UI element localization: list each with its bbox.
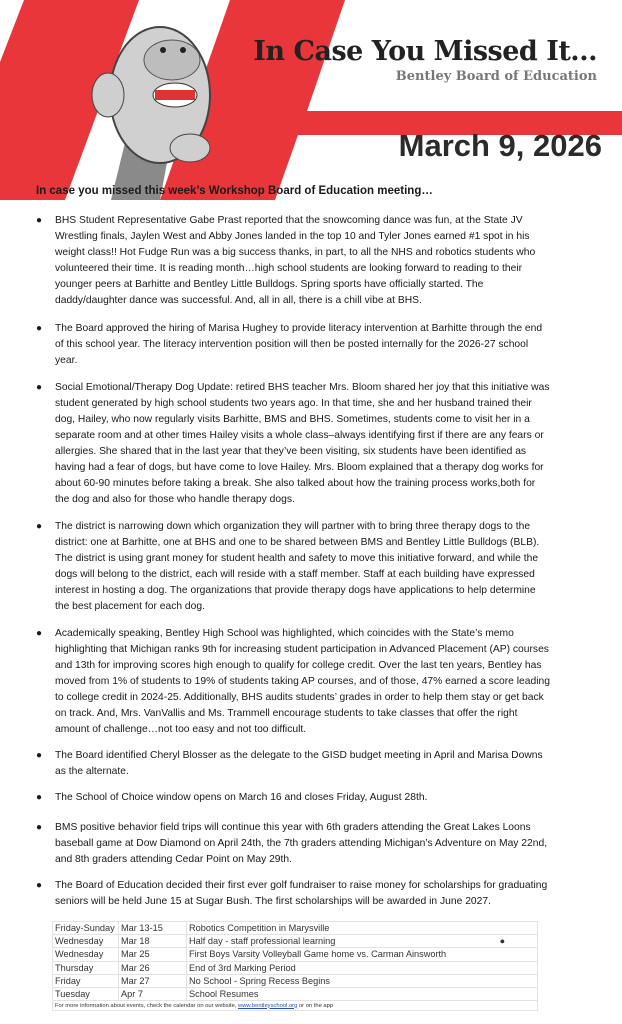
table-row: Tuesday Apr 7 School Resumes [53, 987, 538, 1000]
website-link[interactable]: www.bentleyschool.org [238, 1002, 298, 1009]
bullet-icon: ● [36, 750, 43, 761]
bullet-item: ● BMS positive behavior field trips will continue this year with 6th graders attending the Great Lakes Loons baseball game at Dow Diamond on April 24th, the 7th graders attending Michigan’s Adventure on May 22nd, and 8th graders attending Cedar Point on May 29th. [36, 820, 552, 868]
table-row: Thursday Mar 26 End of 3rd Marking Period [53, 961, 538, 974]
table-row: Wednesday Mar 18 Half day - staff professional learning ● [53, 935, 538, 948]
bullet-icon: ● [36, 822, 43, 833]
bullet-icon: ● [36, 628, 43, 639]
bullet-icon: ● [36, 521, 43, 532]
bullet-icon: ● [36, 792, 43, 803]
events-table [52, 921, 538, 1011]
bullet-item: ● BHS Student Representative Gabe Prast reported that the snowcoming dance was fun, at the State JV Wrestling finals, Jaylen West and Abby Jones landed in the top 10 and Tyler Jones earned #1 spot in his weight class!! Hot Fudge Run was a big success thanks, in part, to all the NHS and robotics students who volunteered their time. It is reading month…high school students are looking forward to reading to their younger peers at Barhitte and Bentley Little Bulldogs. Spring sports have officially started. The daddy/daughter dance was successful. And, all in all, there is a chill vibe at BHS. [36, 213, 552, 309]
bullet-icon: ● [36, 382, 43, 393]
bullet-item: ● The Board approved the hiring of Marisa Hughey to provide literacy intervention at Barhitte through the end of this school year. The literacy intervention position will then be posted internally for the 2026-27 school year. [36, 321, 552, 369]
intro-heading: In case you missed this week’s Workshop Board of Education meeting… [36, 185, 433, 197]
table-footer: For more information about events, check the calendar on our website, www.bentleyschool.org or on the app [53, 1001, 538, 1011]
table-row: Wednesday Mar 25 First Boys Varsity Volleyball Game home vs. Carman Ainsworth [53, 948, 538, 961]
newsletter-title: In Case You Missed It... [253, 36, 597, 67]
bullet-icon: ● [36, 215, 43, 226]
bullet-item: ● The Board of Education decided their first ever golf fundraiser to raise money for scholarships for graduating seniors will be held June 15 at Sugar Bush. The first scholarships will be awarded in June 2027. [36, 878, 552, 910]
issue-date: March 9, 2026 [398, 128, 602, 163]
bullet-item: ● Academically speaking, Bentley High School was highlighted, which coincides with the State’s memo highlighting that Michigan ranks 9th for increasing student participation in Advanced Placement (AP) courses and 13th for improving scores high enough to qualify for college credit. Over the last ten years, Bentley has moved from 1% of students to 19% of students taking AP courses, and of those, 47% earned a score leading to college credit in 2024-25. Additionally, BHS audits students’ grades in order to help them stay or get back on track. And, Mrs. VanVallis and Ms. Trammell encourage students to take classes that offer the right amount of challenge…not too easy and not too difficult. [36, 626, 552, 738]
table-row: Friday Mar 27 No School - Spring Recess Begins [53, 974, 538, 987]
bullet-icon: ● [36, 880, 43, 891]
bullet-icon: ● [36, 323, 43, 334]
header-banner [0, 0, 622, 200]
table-row: Friday-Sunday Mar 13-15 Robotics Competition in Marysville [53, 922, 538, 935]
bullet-item: ● Social Emotional/Therapy Dog Update: retired BHS teacher Mrs. Bloom shared her joy that this initiative was student generated by high school students two years ago. In that time, she and her husband trained their dog, Hailey, who now regularly visits Barhitte, BMS and BHS. Sometimes, students come to visit her in a separate room and at other times Hailey visits a whole class–always identifying first if there are any fears or allergies. She shared that in the last year that they’ve been visiting, six students have been identified as having had a fear of dogs, but have come to love Hailey. Mrs. Bloom explained that a therapy dog works for about 60-90 minutes before taking a break. She also talked about how the training process works,both for the dog and also for those who handle therapy dogs. [36, 380, 552, 508]
tagline: LEARN TODAY. LEAD TOMORROW. [386, 97, 594, 109]
bullet-item: ● The Board identified Cheryl Blosser as the delegate to the GISD budget meeting in April and Marisa Downs as the alternate. [36, 748, 552, 780]
bullet-dot-icon: ● [499, 936, 505, 947]
bullet-item: ● The School of Choice window opens on March 16 and closes Friday, August 28th. [36, 790, 552, 806]
bullet-item: ● The district is narrowing down which organization they will partner with to bring three therapy dogs to the district: one at Barhitte, one at BHS and one to be shared between BMS and Bentley Little Bulldogs (BLB). The district is using grant money for student health and safety to move this initiative forward, and while the dogs will belong to the district, each will reside with a staff member. Staff at each building have expressed interest in hosting a dog. The organizations that provide therapy dogs have applications to help determine the best placement for each dog. [36, 519, 552, 615]
newsletter-subtitle: Bentley Board of Education [395, 69, 597, 84]
